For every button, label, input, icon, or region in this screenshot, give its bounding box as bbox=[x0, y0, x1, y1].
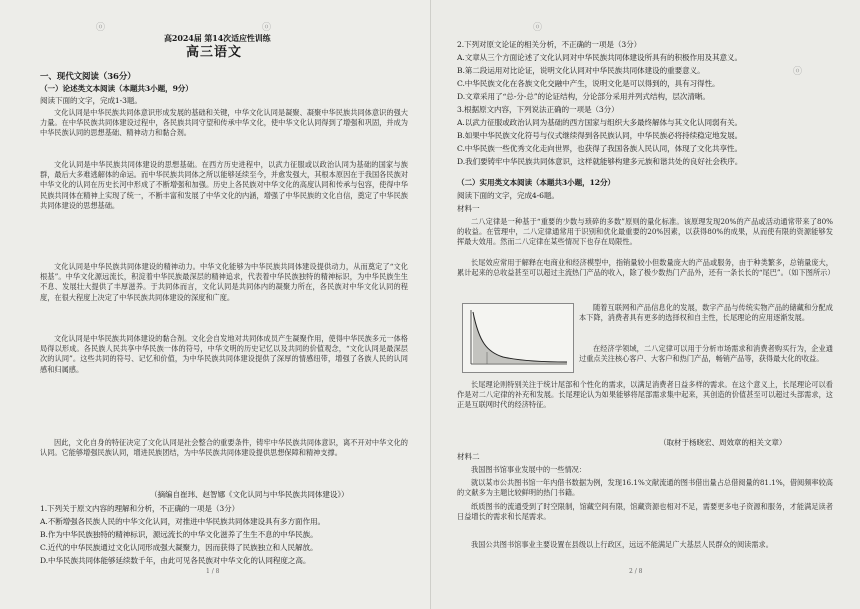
material-label: 材料二 bbox=[457, 452, 480, 461]
question-2-option-a: A.文章从三个方面论述了文化认同对中华民族共同体建设所具有的积极作用及其意义。 bbox=[457, 53, 742, 62]
question-3-option-c: C.中华民族一些优秀文化走向世界，也获得了我国各族人民认同，体现了文化共享性。 bbox=[457, 144, 743, 153]
question-1-option-b: B.作为中华民族独特的精神标识，源远流长的中华文化滋养了生生不息的中华民族。 bbox=[40, 530, 318, 539]
part-title: （一）论述类文本阅读（本题共3小题，9分） bbox=[40, 84, 193, 93]
material-label: 材料一 bbox=[457, 204, 480, 213]
material-paragraph: 长尾效应常用于解释在电商业和经济模型中，指销量较小但数量庞大的产品或服务，由于种类繁多，总销量庞大，累计起来的总收益甚至可以超过主流热门产品的收入，除了极少数热门产品外，还有一条长长的“尾巴”。（如下图所示） bbox=[457, 258, 835, 278]
question-2: 2.下列对原文论证的相关分析，不正确的一项是（3分） bbox=[457, 40, 642, 49]
punch-hole-mark: ⓞ bbox=[96, 23, 106, 33]
material-paragraph: 我国图书馆事业发展中的一些情况： bbox=[471, 465, 587, 474]
side-paragraph: 随着互联网和产品信息化的发展，数字产品与传统实物产品的储藏和分配成本下降，消费者具有更多的选择权和自主性，长尾理论的应用逐渐发展。 bbox=[579, 303, 833, 323]
subject-title: 高三语文 bbox=[186, 45, 243, 60]
question-3-option-b: B.如果中华民族文化符号与仪式继续得到各民族认同，中华民族必将持续稳定地发展。 bbox=[457, 131, 743, 140]
question-3: 3.根据原文内容，下列说法正确的一项是（3分） bbox=[457, 105, 619, 114]
punch-hole-mark: ⓞ bbox=[262, 23, 272, 33]
long-tail-curve-svg bbox=[463, 304, 573, 372]
long-tail-figure bbox=[462, 303, 574, 373]
question-1-option-c: C.近代的中华民族通过文化认同形成强大凝聚力，因而获得了民族独立和人民解放。 bbox=[40, 543, 318, 552]
page-number: 1 / 8 bbox=[206, 568, 220, 575]
punch-hole-mark: ⓞ bbox=[793, 67, 803, 77]
part-title: （二）实用类文本阅读（本题共3小题，12分） bbox=[457, 178, 615, 187]
source-citation: （摘编自崔玮、赵智娜《文化认同与中华民族共同体建设》） bbox=[150, 490, 349, 499]
material-paragraph: 就以某市公共图书馆一年内借书数据为例，发现16.1%文献流通的图书借出量占总借阅量的81.1%，借阅频率较高的文献多为主题比较鲜明的热门书籍。 bbox=[457, 478, 833, 498]
question-1-option-d: D.中华民族共同体能够延续数千年，由此可见各民族对中华文化的认同程度之高。 bbox=[40, 556, 311, 565]
instruction: 阅读下面的文字，完成1-3题。 bbox=[40, 96, 142, 105]
article-paragraph: 文化认同是中华民族共同体建设的精神动力。中华文化能够为中华民族共同体建设提供动力，从而奠定了“文化根基”。中华文化源远流长，积淀着中华民族最深层的精神追求，代表着中华民族独特的精神标识，为中华民族生生不息、发展壮大提供了丰厚滋养。于共同体而言，文化认同是共同体内的凝聚力所在，各民族对中华文化认同的程度，在很大程度上决定了中华民族共同体建设的深度和广度。 bbox=[40, 262, 408, 302]
question-1-option-a: A.不断增强各民族人民的中华文化认同，对推进中华民族共同体建设具有多方面作用。 bbox=[40, 517, 325, 526]
article-paragraph: 文化认同是中华民族共同体建设的思想基础。在西方历史进程中，以武力征服或以政治认同为基础的国家与族群，最后大多难逃解体的命运。而中华民族共同体之所以能够延续至今，并愈发强大，其根本原因在于我国各民族对中华文化的认同在历史长河中形成了不断增强和加强。历史上各民族对中华文化的高度认同和传承与包容，使得中华民族共同体在精神上实现了统一，不断丰富和发展了中华文化的内涵，增强了中华民族的文化自信，奠定了中华民族共同体建设的思想基础。 bbox=[40, 160, 408, 210]
material-paragraph: 我国公共图书馆事业主要设置在县级以上行政区，远远不能满足广大基层人民群众的阅读需求。 bbox=[471, 540, 773, 549]
side-paragraph: 在经济学领域，二八定律可以用于分析市场需求和消费者购买行为，企业通过重点关注核心客户、大客户和热门产品，畅销产品等，获得最大化的收益。 bbox=[579, 344, 833, 364]
section-title: 一、现代文阅读（36分） bbox=[40, 72, 136, 82]
question-3-option-d: D.我们要铸牢中华民族共同体意识，这样就能够构建多元族和谐共处的良好社会秩序。 bbox=[457, 157, 743, 166]
question-2-option-c: C.中华民族文化在各族文化交融中产生，说明文化是可以得到的，具有习得性。 bbox=[457, 79, 720, 88]
article-paragraph: 文化认同是中华民族共同体意识形成发展的基础和关键，中华文化认同是凝聚、凝聚中华民族共同体意识的强大力量。在中华民族共同体建设过程中，各民族共同守望和传承中华文化，使中华文化认同得到了增强和巩固，并成为中华民族认同的思想基础、精神动力和黏合剂。 bbox=[40, 108, 408, 138]
question-3-option-a: A.以武力征服或政治认同为基础的西方国家与组织大多最终解体与其文化认同弱有关。 bbox=[457, 118, 742, 127]
question-2-option-d: D.文章采用了“总-分-总”的论证结构，分论部分采用并列式结构，层次清晰。 bbox=[457, 92, 710, 101]
material-paragraph: 长尾理论则特别关注于统计尾部和个性化的需求，以满足消费者日益多样的需求。在这个意义上，长尾理论可以看作是对二八定律的补充和发展。长尾理论认为如果能够将尾部需求集中起来，其创造的价值甚至可以超过头部需求，这正是互联网时代的经济特征。 bbox=[457, 380, 833, 410]
material-paragraph: 纸质图书的流通受到了时空限制，馆藏空间有限，馆藏资源也相对不足，需要更多电子资源和服务，才能满足读者日益增长的需求和长尾需求。 bbox=[457, 502, 833, 522]
page-number: 2 / 8 bbox=[629, 568, 643, 575]
article-paragraph: 文化认同是中华民族共同体建设的黏合剂。文化会自发地对共同体成员产生凝聚作用，使得中华民族多元一体格局得以形成。各民族人民共享中华民族一体的符号，中华文明的历史记忆以及共同的价值观念，“文化认同是最深层次的认同”。这些共同的符号、记忆和价值，为中华民族共同体建设提供了深厚的情感纽带，增强了各族人民的认同感和归属感。 bbox=[40, 334, 408, 374]
punch-hole-mark: ⓞ bbox=[533, 23, 543, 33]
question-2-option-b: B.第二段运用对比论证，说明文化认同对中华民族共同体建设的重要意义。 bbox=[457, 66, 705, 75]
source-citation: （取材于杨晓宏、周效章的相关文章） bbox=[659, 438, 787, 447]
question-1: 1.下列关于原文内容的理解和分析，不正确的一项是（3分） bbox=[40, 504, 240, 513]
material-paragraph: 二八定律是一种基于“重要的少数与琐碎的多数”原则的量化标准。该原理发现20%的产品或活动通常带来了80%的收益。在管理中，二八定律通常用于识别和优化最重要的20%因素，以获得80%的成果，从而使有限的资源能够发挥最大效用。然而二八定律在某些情况下也存在局限性。 bbox=[457, 217, 833, 247]
instruction: 阅读下面的文字，完成4-6题。 bbox=[457, 191, 559, 200]
article-paragraph: 因此，文化自身的特征决定了文化认同是社会整合的重要条件，铸牢中华民族共同体意识，离不开对中华文化的认同。它能够增强民族认同，增进民族团结，为中华民族共同体建设提供思想保障和精神支撑。 bbox=[40, 438, 408, 458]
exam-title: 高2024届 第14次适应性训练 bbox=[164, 33, 271, 43]
